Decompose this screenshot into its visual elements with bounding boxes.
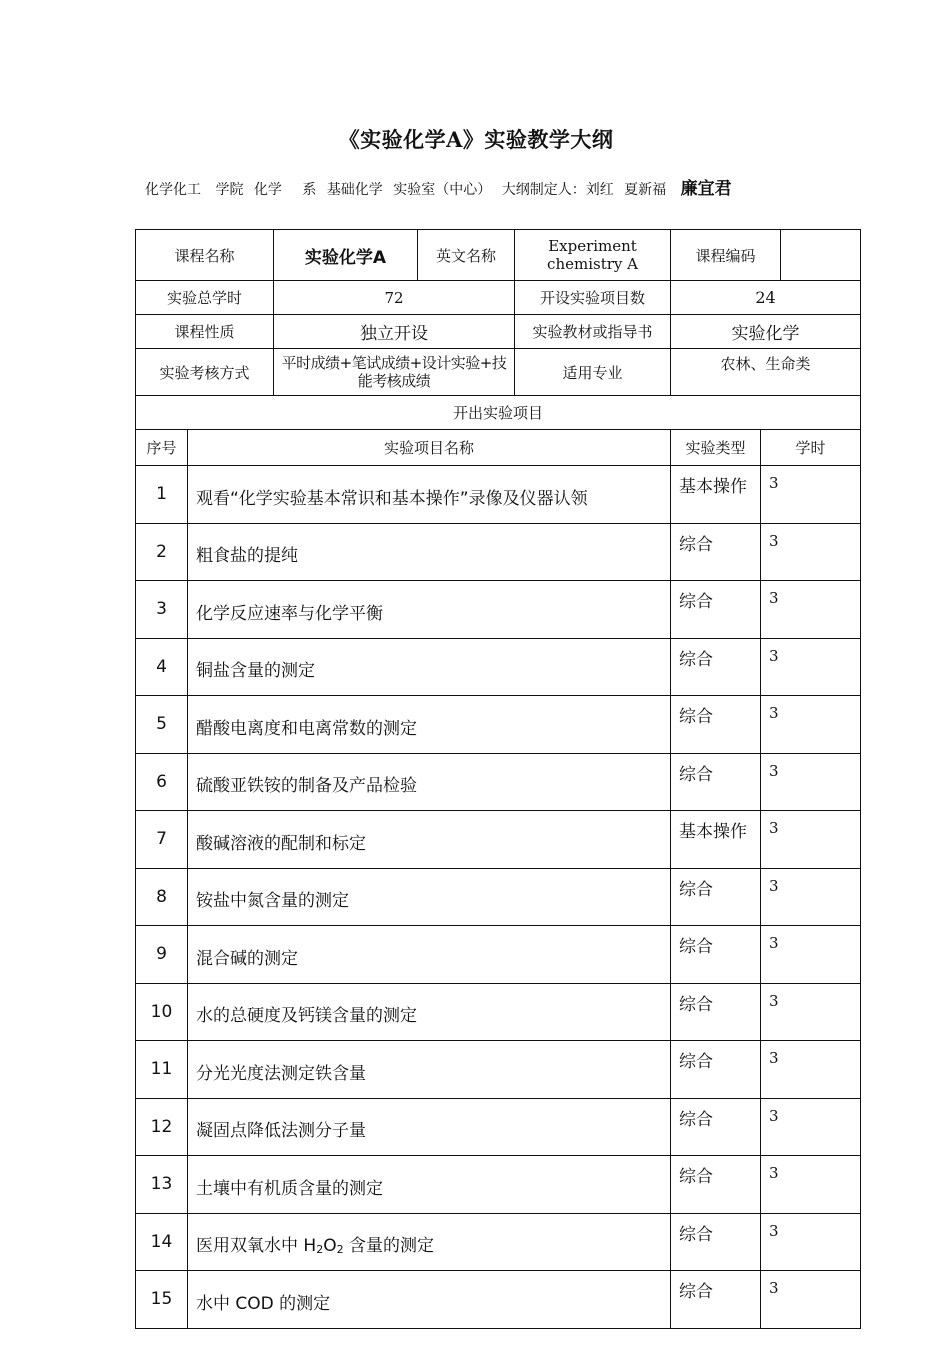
exp-hours: 3	[761, 926, 861, 984]
total-hours-label: 实验总学时	[136, 281, 274, 315]
major-value: 农林、生命类	[671, 349, 861, 396]
english-name-label: 英文名称	[418, 230, 515, 281]
exp-hours: 3	[761, 1156, 861, 1214]
exp-name: 醋酸电离度和电离常数的测定	[188, 696, 671, 754]
exp-no: 8	[136, 868, 188, 926]
exp-name-sub2: 2	[336, 1243, 344, 1257]
col-header-name: 实验项目名称	[188, 430, 671, 466]
exp-name: 铵盐中氮含量的测定	[188, 868, 671, 926]
info-row-4	[136, 349, 861, 396]
exp-hours: 3	[761, 868, 861, 926]
document-title: 《实验化学A》实验教学大纲	[338, 127, 614, 152]
exp-type: 综合	[671, 523, 761, 581]
table-row	[136, 1098, 861, 1156]
exp-name: 凝固点降低法测分子量	[188, 1098, 671, 1156]
col-header-hours: 学时	[761, 430, 861, 466]
assessment-label: 实验考核方式	[136, 349, 274, 396]
author-2: 夏新福	[624, 182, 667, 198]
major-label: 适用专业	[515, 349, 671, 396]
exp-name: 分光光度法测定铁含量	[188, 1041, 671, 1099]
course-name-value: 实验化学A	[274, 230, 418, 281]
project-count-label: 开设实验项目数	[515, 281, 671, 315]
exp-no: 2	[136, 523, 188, 581]
table-row	[136, 581, 861, 639]
exp-hours: 3	[761, 1271, 861, 1329]
exp-type: 综合	[671, 1271, 761, 1329]
author-label: 大纲制定人：刘红	[501, 182, 614, 198]
total-hours-value: 72	[274, 281, 515, 315]
course-code-label: 课程编码	[671, 230, 781, 281]
exp-name: 铜盐含量的测定	[188, 638, 671, 696]
exp-hours: 3	[761, 523, 861, 581]
exp-type: 综合	[671, 696, 761, 754]
exp-hours: 3	[761, 638, 861, 696]
exp-name: 酸碱溶液的配制和标定	[188, 811, 671, 869]
exp-type: 综合	[671, 1041, 761, 1099]
exp-hours: 3	[761, 581, 861, 639]
exp-no: 11	[136, 1041, 188, 1099]
lab-name: 基础化学	[326, 182, 383, 198]
table-row	[136, 983, 861, 1041]
exp-type: 综合	[671, 753, 761, 811]
exp-name: 粗食盐的提纯	[188, 523, 671, 581]
exp-hours: 3	[761, 1213, 861, 1271]
exp-hours: 3	[761, 466, 861, 524]
exp-type: 综合	[671, 1213, 761, 1271]
table-row	[136, 696, 861, 754]
exp-no: 6	[136, 753, 188, 811]
exp-no: 7	[136, 811, 188, 869]
info-row-3	[136, 315, 861, 349]
exp-name-suffix: 含量的测定	[343, 1236, 434, 1257]
exp-no: 15	[136, 1271, 188, 1329]
info-row-2	[136, 281, 861, 315]
department-suffix: 系	[302, 182, 317, 198]
table-row	[136, 1271, 861, 1329]
exp-name: 化学反应速率与化学平衡	[188, 581, 671, 639]
english-name-value: Experiment chemistry A	[515, 230, 671, 281]
lab-suffix: 实验室（中心）	[393, 182, 492, 198]
exp-no: 10	[136, 983, 188, 1041]
exp-no: 5	[136, 696, 188, 754]
college-suffix: 学院	[215, 182, 244, 198]
exp-hours: 3	[761, 753, 861, 811]
exp-type: 综合	[671, 983, 761, 1041]
exp-no: 12	[136, 1098, 188, 1156]
exp-name: 硫酸亚铁铵的制备及产品检验	[188, 753, 671, 811]
table-row	[136, 523, 861, 581]
textbook-value: 实验化学	[671, 315, 861, 349]
exp-type: 综合	[671, 868, 761, 926]
exp-no: 14	[136, 1213, 188, 1271]
column-header-row	[136, 430, 861, 466]
exp-hours: 3	[761, 811, 861, 869]
college-name: 化学化工	[145, 182, 201, 198]
course-name-label: 课程名称	[136, 230, 274, 281]
assessment-value: 平时成绩+笔试成绩+设计实验+技能考核成绩	[274, 349, 515, 396]
document-subtitle	[145, 174, 738, 199]
exp-no: 13	[136, 1156, 188, 1214]
section-header-row	[136, 396, 861, 430]
table-row	[136, 638, 861, 696]
exp-name-prefix: 医用双氧水中 H	[196, 1236, 317, 1257]
department-name: 化学	[253, 182, 282, 198]
project-count-value: 24	[671, 281, 861, 315]
table-row	[136, 926, 861, 984]
table-row	[136, 753, 861, 811]
nature-value: 独立开设	[274, 315, 515, 349]
exp-name	[188, 1213, 671, 1271]
exp-hours: 3	[761, 696, 861, 754]
syllabus-table	[135, 229, 861, 1329]
exp-no: 3	[136, 581, 188, 639]
exp-type: 综合	[671, 638, 761, 696]
textbook-label: 实验教材或指导书	[515, 315, 671, 349]
exp-hours: 3	[761, 983, 861, 1041]
exp-hours: 3	[761, 1098, 861, 1156]
table-row	[136, 868, 861, 926]
table-row	[136, 466, 861, 524]
exp-type: 综合	[671, 581, 761, 639]
table-row	[136, 1213, 861, 1271]
exp-type: 基本操作	[671, 811, 761, 869]
table-row	[136, 1156, 861, 1214]
exp-type: 综合	[671, 1098, 761, 1156]
exp-name: 土壤中有机质含量的测定	[188, 1156, 671, 1214]
exp-type: 综合	[671, 926, 761, 984]
exp-type: 基本操作	[671, 466, 761, 524]
col-header-type: 实验类型	[671, 430, 761, 466]
exp-no: 1	[136, 466, 188, 524]
info-row-1	[136, 230, 861, 281]
exp-name: 水的总硬度及钙镁含量的测定	[188, 983, 671, 1041]
exp-name: 混合碱的测定	[188, 926, 671, 984]
section-header: 开出实验项目	[136, 396, 861, 430]
exp-no: 9	[136, 926, 188, 984]
exp-name: 水中 COD 的测定	[188, 1271, 671, 1329]
exp-no: 4	[136, 638, 188, 696]
exp-name: 观看“化学实验基本常识和基本操作”录像及仪器认领	[188, 466, 671, 524]
exp-type: 综合	[671, 1156, 761, 1214]
course-code-value	[781, 230, 861, 281]
exp-name-sub1: 2	[316, 1243, 324, 1257]
exp-name-mid: O	[323, 1236, 337, 1257]
table-row	[136, 811, 861, 869]
col-header-no: 序号	[136, 430, 188, 466]
exp-hours: 3	[761, 1041, 861, 1099]
table-row	[136, 1041, 861, 1099]
author-3: 廉宜君	[680, 179, 732, 199]
nature-label: 课程性质	[136, 315, 274, 349]
